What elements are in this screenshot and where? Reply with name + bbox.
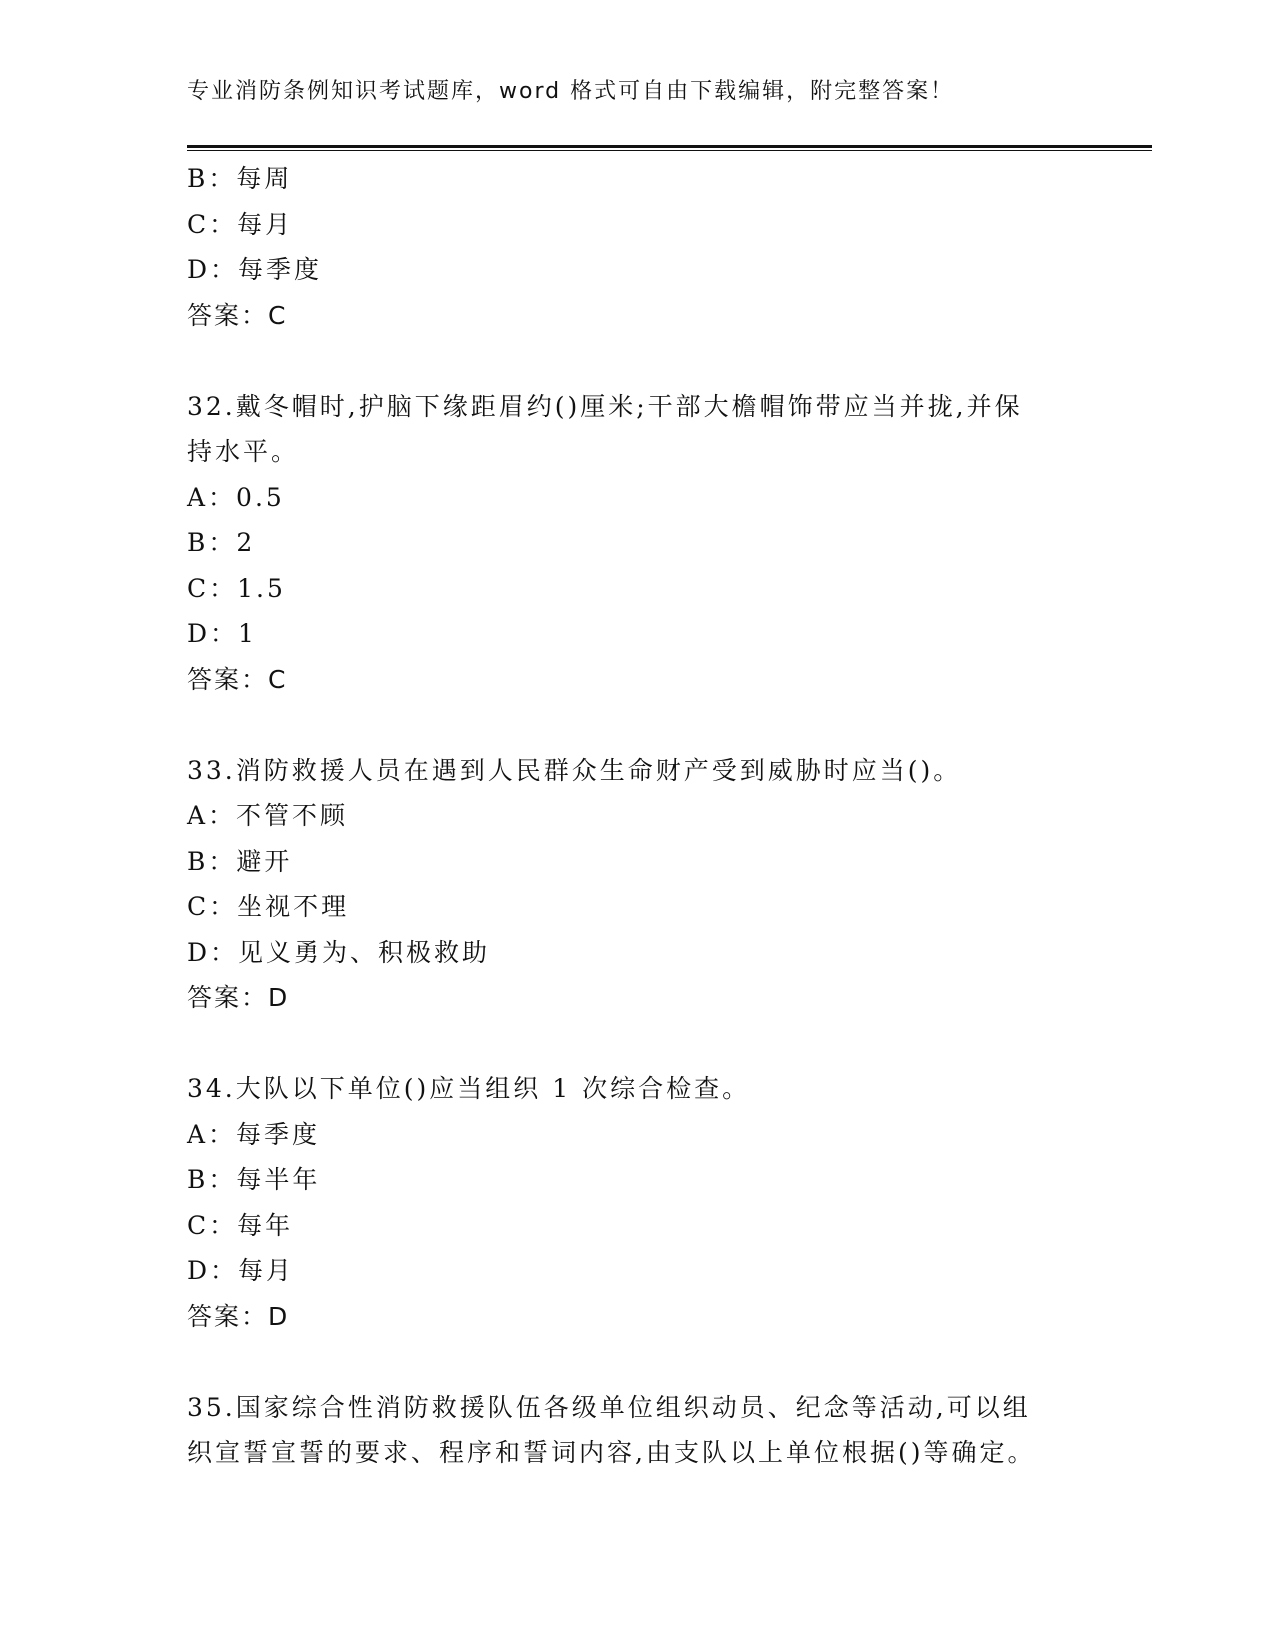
header-rule-thick [187, 145, 1152, 148]
question-stem: 35.国家综合性消防救援队伍各级单位组织动员、纪念等活动,可以组 [187, 1392, 1031, 1422]
option-b: B：每周 [187, 164, 293, 193]
question-list [187, 156, 1067, 1476]
answer: 答案：C [187, 664, 288, 694]
option-d: D：每月 [187, 1256, 295, 1285]
option-b: B：每半年 [187, 1165, 321, 1194]
option-c: C：1.5 [187, 573, 286, 603]
answer: 答案：D [187, 983, 290, 1012]
header-rule-thin [187, 150, 1152, 151]
option-c: C：坐视不理 [187, 892, 350, 921]
question-stem-cont: 持水平。 [187, 437, 300, 466]
option-a: A：不管不顾 [187, 801, 349, 830]
question-stem-cont: 织宣誓宣誓的要求、程序和誓词内容,由支队以上单位根据()等确定。 [187, 1438, 1036, 1467]
question-stem: 33.消防救援人员在遇到人民群众生命财产受到威胁时应当()。 [187, 755, 962, 785]
option-b: B：2 [187, 528, 256, 557]
question-33 [187, 748, 1067, 1021]
answer: 答案：C [187, 300, 288, 330]
option-a: A：0.5 [187, 482, 285, 512]
question-stem: 32.戴冬帽时,护脑下缘距眉约()厘米;干部大檐帽饰带应当并拢,并保 [187, 391, 1023, 421]
question-34 [187, 1066, 1067, 1339]
question-32 [187, 384, 1067, 703]
option-a: A：每季度 [187, 1119, 321, 1149]
option-d: D：每季度 [187, 255, 323, 284]
option-d: D：见义勇为、积极救助 [187, 937, 491, 967]
page-header: 专业消防条例知识考试题库，word 格式可自由下载编辑，附完整答案！ [187, 79, 955, 104]
question-35 [187, 1385, 1067, 1476]
answer: 答案：D [187, 1301, 290, 1331]
option-c: C：每年 [187, 1210, 294, 1240]
option-b: B：避开 [187, 846, 293, 876]
option-d: D：1 [187, 619, 257, 648]
option-c: C：每月 [187, 209, 294, 239]
question-31-tail [187, 156, 1067, 338]
question-stem: 34.大队以下单位()应当组织 1 次综合检查。 [187, 1074, 751, 1103]
